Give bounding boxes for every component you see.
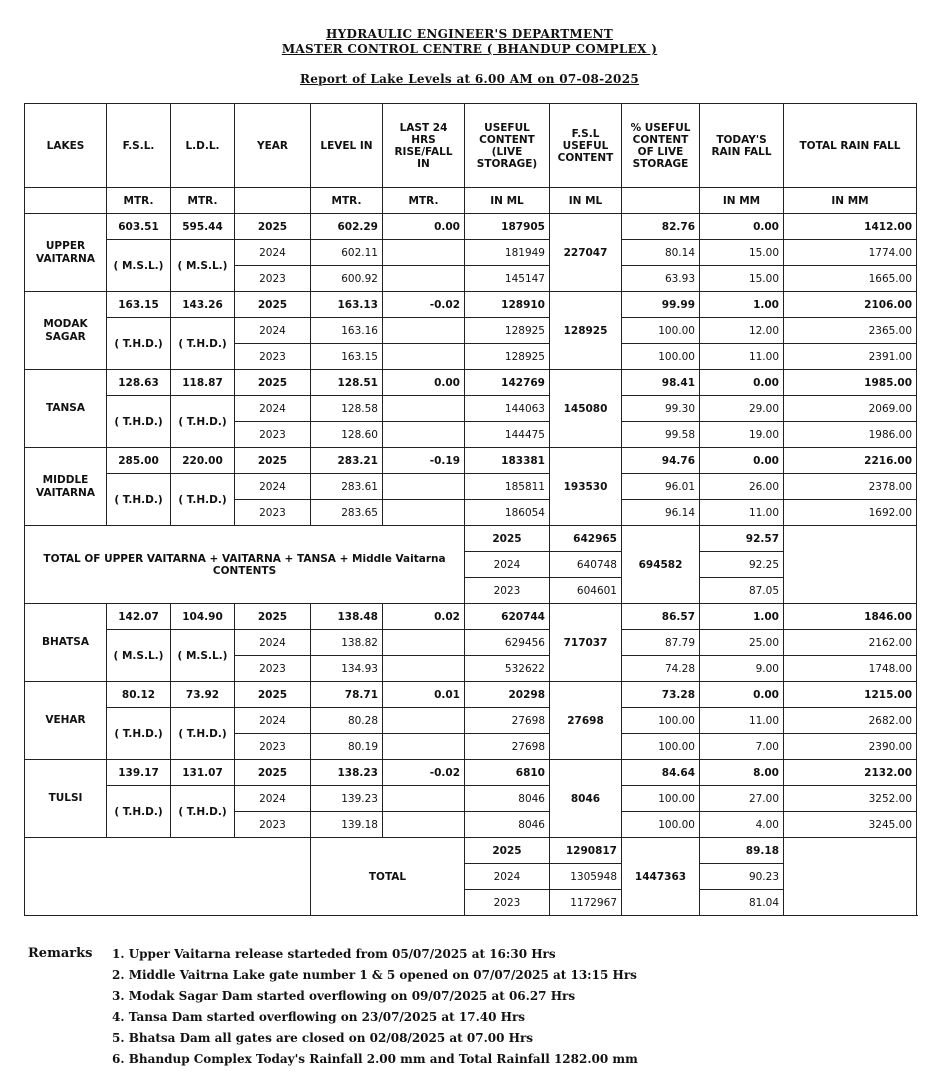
total-rain-cell: 2390.00 (784, 734, 917, 760)
percent-cell: 100.00 (622, 786, 700, 812)
today-rain-cell: 0.00 (700, 214, 784, 240)
table-row (25, 448, 917, 474)
total-percent-cell: 90.23 (700, 864, 784, 890)
useful-content-cell: 6810 (465, 760, 550, 786)
percent-cell: 96.01 (622, 474, 700, 500)
today-rain-cell: 11.00 (700, 708, 784, 734)
ldl-datum: ( T.H.D.) (171, 474, 235, 526)
useful-content-cell: 20298 (465, 682, 550, 708)
useful-content-cell: 144475 (465, 422, 550, 448)
rise-cell: 0.01 (383, 682, 465, 708)
year-cell: 2023 (235, 656, 311, 682)
table-row (25, 630, 917, 656)
table-row (25, 682, 917, 708)
fsl-value: 285.00 (107, 448, 171, 474)
total-rain-cell: 1846.00 (784, 604, 917, 630)
total-rain-cell: 1748.00 (784, 656, 917, 682)
col-lakes: LAKES (25, 104, 107, 188)
total-rain-cell: 1985.00 (784, 370, 917, 396)
total-rain-cell: 1412.00 (784, 214, 917, 240)
today-rain-cell: 8.00 (700, 760, 784, 786)
remarks-label: Remarks (28, 946, 93, 961)
lake-name: TULSI (25, 760, 107, 838)
percent-cell: 84.64 (622, 760, 700, 786)
lake-name: VEHAR (25, 682, 107, 760)
table-row (25, 318, 917, 344)
percent-cell: 87.79 (622, 630, 700, 656)
fsl-useful-content-cell: 27698 (550, 682, 622, 760)
total-useful-cell: 640748 (550, 552, 622, 578)
fsl-useful-content-cell: 145080 (550, 370, 622, 448)
year-cell: 2024 (235, 240, 311, 266)
level-cell: 128.51 (311, 370, 383, 396)
lake-name: BHATSA (25, 604, 107, 682)
total-fsl-useful-cell: 1447363 (622, 838, 700, 916)
remarks-list (112, 944, 912, 1070)
today-rain-cell: 15.00 (700, 240, 784, 266)
rise-cell: 0.00 (383, 370, 465, 396)
level-cell: 138.48 (311, 604, 383, 630)
level-cell: 163.16 (311, 318, 383, 344)
year-cell: 2024 (235, 708, 311, 734)
ldl-datum: ( M.S.L.) (171, 630, 235, 682)
year-cell: 2024 (235, 786, 311, 812)
percent-cell: 82.76 (622, 214, 700, 240)
level-cell: 283.21 (311, 448, 383, 474)
rise-cell (383, 396, 465, 422)
total-year-cell: 2025 (465, 838, 550, 864)
table-row (25, 604, 917, 630)
unit-pct (622, 188, 700, 214)
percent-cell: 73.28 (622, 682, 700, 708)
fsl-datum: ( T.H.D.) (107, 786, 171, 838)
col-rise: LAST 24 HRS RISE/FALL IN (383, 104, 465, 188)
rise-cell (383, 656, 465, 682)
table-row (25, 786, 917, 812)
today-rain-cell: 4.00 (700, 812, 784, 838)
year-cell: 2025 (235, 370, 311, 396)
year-cell: 2023 (235, 734, 311, 760)
total-rain-cell: 2162.00 (784, 630, 917, 656)
today-rain-cell: 7.00 (700, 734, 784, 760)
unit-today-rain: IN MM (700, 188, 784, 214)
lake-name: MIDDLE VAITARNA (25, 448, 107, 526)
level-cell: 139.18 (311, 812, 383, 838)
total-blank (25, 838, 311, 916)
year-cell: 2024 (235, 474, 311, 500)
level-cell: 138.82 (311, 630, 383, 656)
percent-cell: 94.76 (622, 448, 700, 474)
level-cell: 128.58 (311, 396, 383, 422)
total-rain-blank (784, 838, 917, 916)
total-rain-cell: 1215.00 (784, 682, 917, 708)
total-label: TOTAL OF UPPER VAITARNA + VAITARNA + TANSA + Middle Vaitarna CONTENTS (25, 526, 465, 604)
unit-total-rain: IN MM (784, 188, 917, 214)
fsl-datum: ( T.H.D.) (107, 474, 171, 526)
year-cell: 2023 (235, 812, 311, 838)
level-cell: 128.60 (311, 422, 383, 448)
year-cell: 2025 (235, 604, 311, 630)
ldl-datum: ( T.H.D.) (171, 786, 235, 838)
useful-content-cell: 185811 (465, 474, 550, 500)
year-cell: 2025 (235, 760, 311, 786)
today-rain-cell: 27.00 (700, 786, 784, 812)
year-cell: 2023 (235, 344, 311, 370)
today-rain-cell: 9.00 (700, 656, 784, 682)
today-rain-cell: 1.00 (700, 604, 784, 630)
remark-item: 2. Middle Vaitrna Lake gate number 1 & 5 opened on 07/07/2025 at 13:15 Hrs (112, 968, 637, 982)
total-useful-cell: 604601 (550, 578, 622, 604)
rise-cell (383, 812, 465, 838)
rise-cell (383, 344, 465, 370)
total-useful-cell: 1290817 (550, 838, 622, 864)
table-row (25, 240, 917, 266)
report-title: Report of Lake Levels at 6.00 AM on 07-08-2025 (299, 72, 640, 86)
today-rain-cell: 19.00 (700, 422, 784, 448)
ldl-value: 143.26 (171, 292, 235, 318)
level-cell: 283.61 (311, 474, 383, 500)
level-cell: 163.13 (311, 292, 383, 318)
table-row (25, 214, 917, 240)
rise-cell (383, 422, 465, 448)
total-rain-cell: 1692.00 (784, 500, 917, 526)
total-percent-cell: 87.05 (700, 578, 784, 604)
header-row (25, 104, 917, 188)
useful-content-cell: 27698 (465, 708, 550, 734)
table-row (25, 474, 917, 500)
total-rain-cell: 2365.00 (784, 318, 917, 344)
year-cell: 2024 (235, 630, 311, 656)
today-rain-cell: 0.00 (700, 682, 784, 708)
fsl-value: 80.12 (107, 682, 171, 708)
fsl-datum: ( T.H.D.) (107, 396, 171, 448)
level-cell: 138.23 (311, 760, 383, 786)
unit-rise: MTR. (383, 188, 465, 214)
rise-cell (383, 734, 465, 760)
total-useful-cell: 642965 (550, 526, 622, 552)
rise-cell (383, 474, 465, 500)
useful-content-cell: 8046 (465, 812, 550, 838)
lake-name: TANSA (25, 370, 107, 448)
useful-content-cell: 142769 (465, 370, 550, 396)
rise-cell (383, 240, 465, 266)
today-rain-cell: 1.00 (700, 292, 784, 318)
total-rain-cell: 2069.00 (784, 396, 917, 422)
units-row (25, 188, 917, 214)
rise-cell (383, 318, 465, 344)
col-fsl: F.S.L. (107, 104, 171, 188)
centre-title: MASTER CONTROL CENTRE ( BHANDUP COMPLEX ) (281, 42, 658, 56)
useful-content-cell: 181949 (465, 240, 550, 266)
rise-cell (383, 708, 465, 734)
remark-item: 4. Tansa Dam started overflowing on 23/07/2025 at 17.40 Hrs (112, 1010, 526, 1024)
useful-content-cell: 187905 (465, 214, 550, 240)
percent-cell: 86.57 (622, 604, 700, 630)
total-percent-cell: 92.57 (700, 526, 784, 552)
today-rain-cell: 25.00 (700, 630, 784, 656)
level-cell: 134.93 (311, 656, 383, 682)
percent-cell: 99.99 (622, 292, 700, 318)
total-useful-cell: 1172967 (550, 890, 622, 916)
lake-name: MODAK SAGAR (25, 292, 107, 370)
percent-cell: 100.00 (622, 318, 700, 344)
ldl-value: 73.92 (171, 682, 235, 708)
total-rain-cell: 2378.00 (784, 474, 917, 500)
table-row (25, 708, 917, 734)
today-rain-cell: 0.00 (700, 370, 784, 396)
fsl-datum: ( T.H.D.) (107, 318, 171, 370)
rise-cell (383, 500, 465, 526)
fsl-value: 603.51 (107, 214, 171, 240)
useful-content-cell: 144063 (465, 396, 550, 422)
percent-cell: 99.30 (622, 396, 700, 422)
today-rain-cell: 11.00 (700, 344, 784, 370)
total-rain-cell: 2391.00 (784, 344, 917, 370)
unit-fsl: MTR. (107, 188, 171, 214)
year-cell: 2025 (235, 214, 311, 240)
col-pct: % USEFUL CONTENT OF LIVE STORAGE (622, 104, 700, 188)
fsl-datum: ( T.H.D.) (107, 708, 171, 760)
level-cell: 163.15 (311, 344, 383, 370)
fsl-useful-content-cell: 227047 (550, 214, 622, 292)
level-cell: 78.71 (311, 682, 383, 708)
col-today-rain: TODAY'S RAIN FALL (700, 104, 784, 188)
today-rain-cell: 11.00 (700, 500, 784, 526)
col-year: YEAR (235, 104, 311, 188)
fsl-datum: ( M.S.L.) (107, 630, 171, 682)
level-cell: 602.11 (311, 240, 383, 266)
remark-item: 5. Bhatsa Dam all gates are closed on 02/08/2025 at 07.00 Hrs (112, 1031, 534, 1045)
percent-cell: 100.00 (622, 344, 700, 370)
useful-content-cell: 532622 (465, 656, 550, 682)
unit-fsl-useful: IN ML (550, 188, 622, 214)
percent-cell: 63.93 (622, 266, 700, 292)
ldl-value: 104.90 (171, 604, 235, 630)
today-rain-cell: 0.00 (700, 448, 784, 474)
year-cell: 2024 (235, 396, 311, 422)
percent-cell: 74.28 (622, 656, 700, 682)
total-fsl-useful-cell: 694582 (622, 526, 700, 604)
total-rain-blank (784, 526, 917, 604)
percent-cell: 100.00 (622, 812, 700, 838)
useful-content-cell: 145147 (465, 266, 550, 292)
fsl-useful-content-cell: 8046 (550, 760, 622, 838)
useful-content-cell: 620744 (465, 604, 550, 630)
year-cell: 2023 (235, 500, 311, 526)
total-rain-cell: 2216.00 (784, 448, 917, 474)
total-rain-cell: 3245.00 (784, 812, 917, 838)
level-cell: 80.19 (311, 734, 383, 760)
fsl-value: 142.07 (107, 604, 171, 630)
rise-cell: 0.02 (383, 604, 465, 630)
useful-content-cell: 8046 (465, 786, 550, 812)
today-rain-cell: 12.00 (700, 318, 784, 344)
fsl-value: 128.63 (107, 370, 171, 396)
year-cell: 2025 (235, 448, 311, 474)
ldl-value: 220.00 (171, 448, 235, 474)
remark-item: 1. Upper Vaitarna release starteded from 05/07/2025 at 16:30 Hrs (112, 947, 556, 961)
rise-cell (383, 786, 465, 812)
total-rain-cell: 1665.00 (784, 266, 917, 292)
total-rain-cell: 2106.00 (784, 292, 917, 318)
ldl-datum: ( M.S.L.) (171, 240, 235, 292)
unit-year (235, 188, 311, 214)
total-row (25, 838, 917, 864)
today-rain-cell: 26.00 (700, 474, 784, 500)
level-cell: 139.23 (311, 786, 383, 812)
rise-cell: -0.19 (383, 448, 465, 474)
year-cell: 2023 (235, 266, 311, 292)
lake-name: UPPER VAITARNA (25, 214, 107, 292)
today-rain-cell: 15.00 (700, 266, 784, 292)
col-useful: USEFUL CONTENT (LIVE STORAGE) (465, 104, 550, 188)
col-total-rain: TOTAL RAIN FALL (784, 104, 917, 188)
col-level: LEVEL IN (311, 104, 383, 188)
total-percent-cell: 81.04 (700, 890, 784, 916)
lake-levels-table (24, 103, 917, 916)
total-rain-cell: 1986.00 (784, 422, 917, 448)
total-rain-cell: 3252.00 (784, 786, 917, 812)
percent-cell: 80.14 (622, 240, 700, 266)
today-rain-cell: 29.00 (700, 396, 784, 422)
remark-item: 3. Modak Sagar Dam started overflowing on 09/07/2025 at 06.27 Hrs (112, 989, 576, 1003)
department-title: HYDRAULIC ENGINEER'S DEPARTMENT (326, 27, 613, 41)
useful-content-cell: 128925 (465, 318, 550, 344)
rise-cell: 0.00 (383, 214, 465, 240)
fsl-useful-content-cell: 717037 (550, 604, 622, 682)
unit-level: MTR. (311, 188, 383, 214)
rise-cell: -0.02 (383, 292, 465, 318)
fsl-value: 163.15 (107, 292, 171, 318)
total-rain-cell: 2682.00 (784, 708, 917, 734)
total-row (25, 526, 917, 552)
year-cell: 2023 (235, 422, 311, 448)
ldl-datum: ( T.H.D.) (171, 396, 235, 448)
total-rain-cell: 1774.00 (784, 240, 917, 266)
total-year-cell: 2024 (465, 552, 550, 578)
year-cell: 2025 (235, 682, 311, 708)
percent-cell: 96.14 (622, 500, 700, 526)
ldl-datum: ( T.H.D.) (171, 708, 235, 760)
year-cell: 2024 (235, 318, 311, 344)
table-row (25, 396, 917, 422)
percent-cell: 100.00 (622, 734, 700, 760)
total-percent-cell: 92.25 (700, 552, 784, 578)
useful-content-cell: 629456 (465, 630, 550, 656)
level-cell: 80.28 (311, 708, 383, 734)
total-rain-cell: 2132.00 (784, 760, 917, 786)
useful-content-cell: 128925 (465, 344, 550, 370)
fsl-datum: ( M.S.L.) (107, 240, 171, 292)
total-label: TOTAL (311, 838, 465, 916)
total-year-cell: 2023 (465, 890, 550, 916)
total-percent-cell: 89.18 (700, 838, 784, 864)
percent-cell: 99.58 (622, 422, 700, 448)
ldl-value: 118.87 (171, 370, 235, 396)
table-row (25, 370, 917, 396)
useful-content-cell: 183381 (465, 448, 550, 474)
ldl-value: 131.07 (171, 760, 235, 786)
ldl-datum: ( T.H.D.) (171, 318, 235, 370)
unit-lakes (25, 188, 107, 214)
useful-content-cell: 128910 (465, 292, 550, 318)
useful-content-cell: 27698 (465, 734, 550, 760)
ldl-value: 595.44 (171, 214, 235, 240)
unit-useful: IN ML (465, 188, 550, 214)
table-row (25, 292, 917, 318)
level-cell: 602.29 (311, 214, 383, 240)
percent-cell: 98.41 (622, 370, 700, 396)
unit-ldl: MTR. (171, 188, 235, 214)
remark-item: 6. Bhandup Complex Today's Rainfall 2.00 mm and Total Rainfall 1282.00 mm (112, 1052, 638, 1066)
rise-cell: -0.02 (383, 760, 465, 786)
rise-cell (383, 266, 465, 292)
table-row (25, 760, 917, 786)
total-year-cell: 2024 (465, 864, 550, 890)
total-useful-cell: 1305948 (550, 864, 622, 890)
fsl-useful-content-cell: 128925 (550, 292, 622, 370)
level-cell: 283.65 (311, 500, 383, 526)
useful-content-cell: 186054 (465, 500, 550, 526)
percent-cell: 100.00 (622, 708, 700, 734)
fsl-value: 139.17 (107, 760, 171, 786)
level-cell: 600.92 (311, 266, 383, 292)
year-cell: 2025 (235, 292, 311, 318)
col-ldl: L.D.L. (171, 104, 235, 188)
col-fsl-useful: F.S.L USEFUL CONTENT (550, 104, 622, 188)
total-year-cell: 2023 (465, 578, 550, 604)
fsl-useful-content-cell: 193530 (550, 448, 622, 526)
rise-cell (383, 630, 465, 656)
total-year-cell: 2025 (465, 526, 550, 552)
